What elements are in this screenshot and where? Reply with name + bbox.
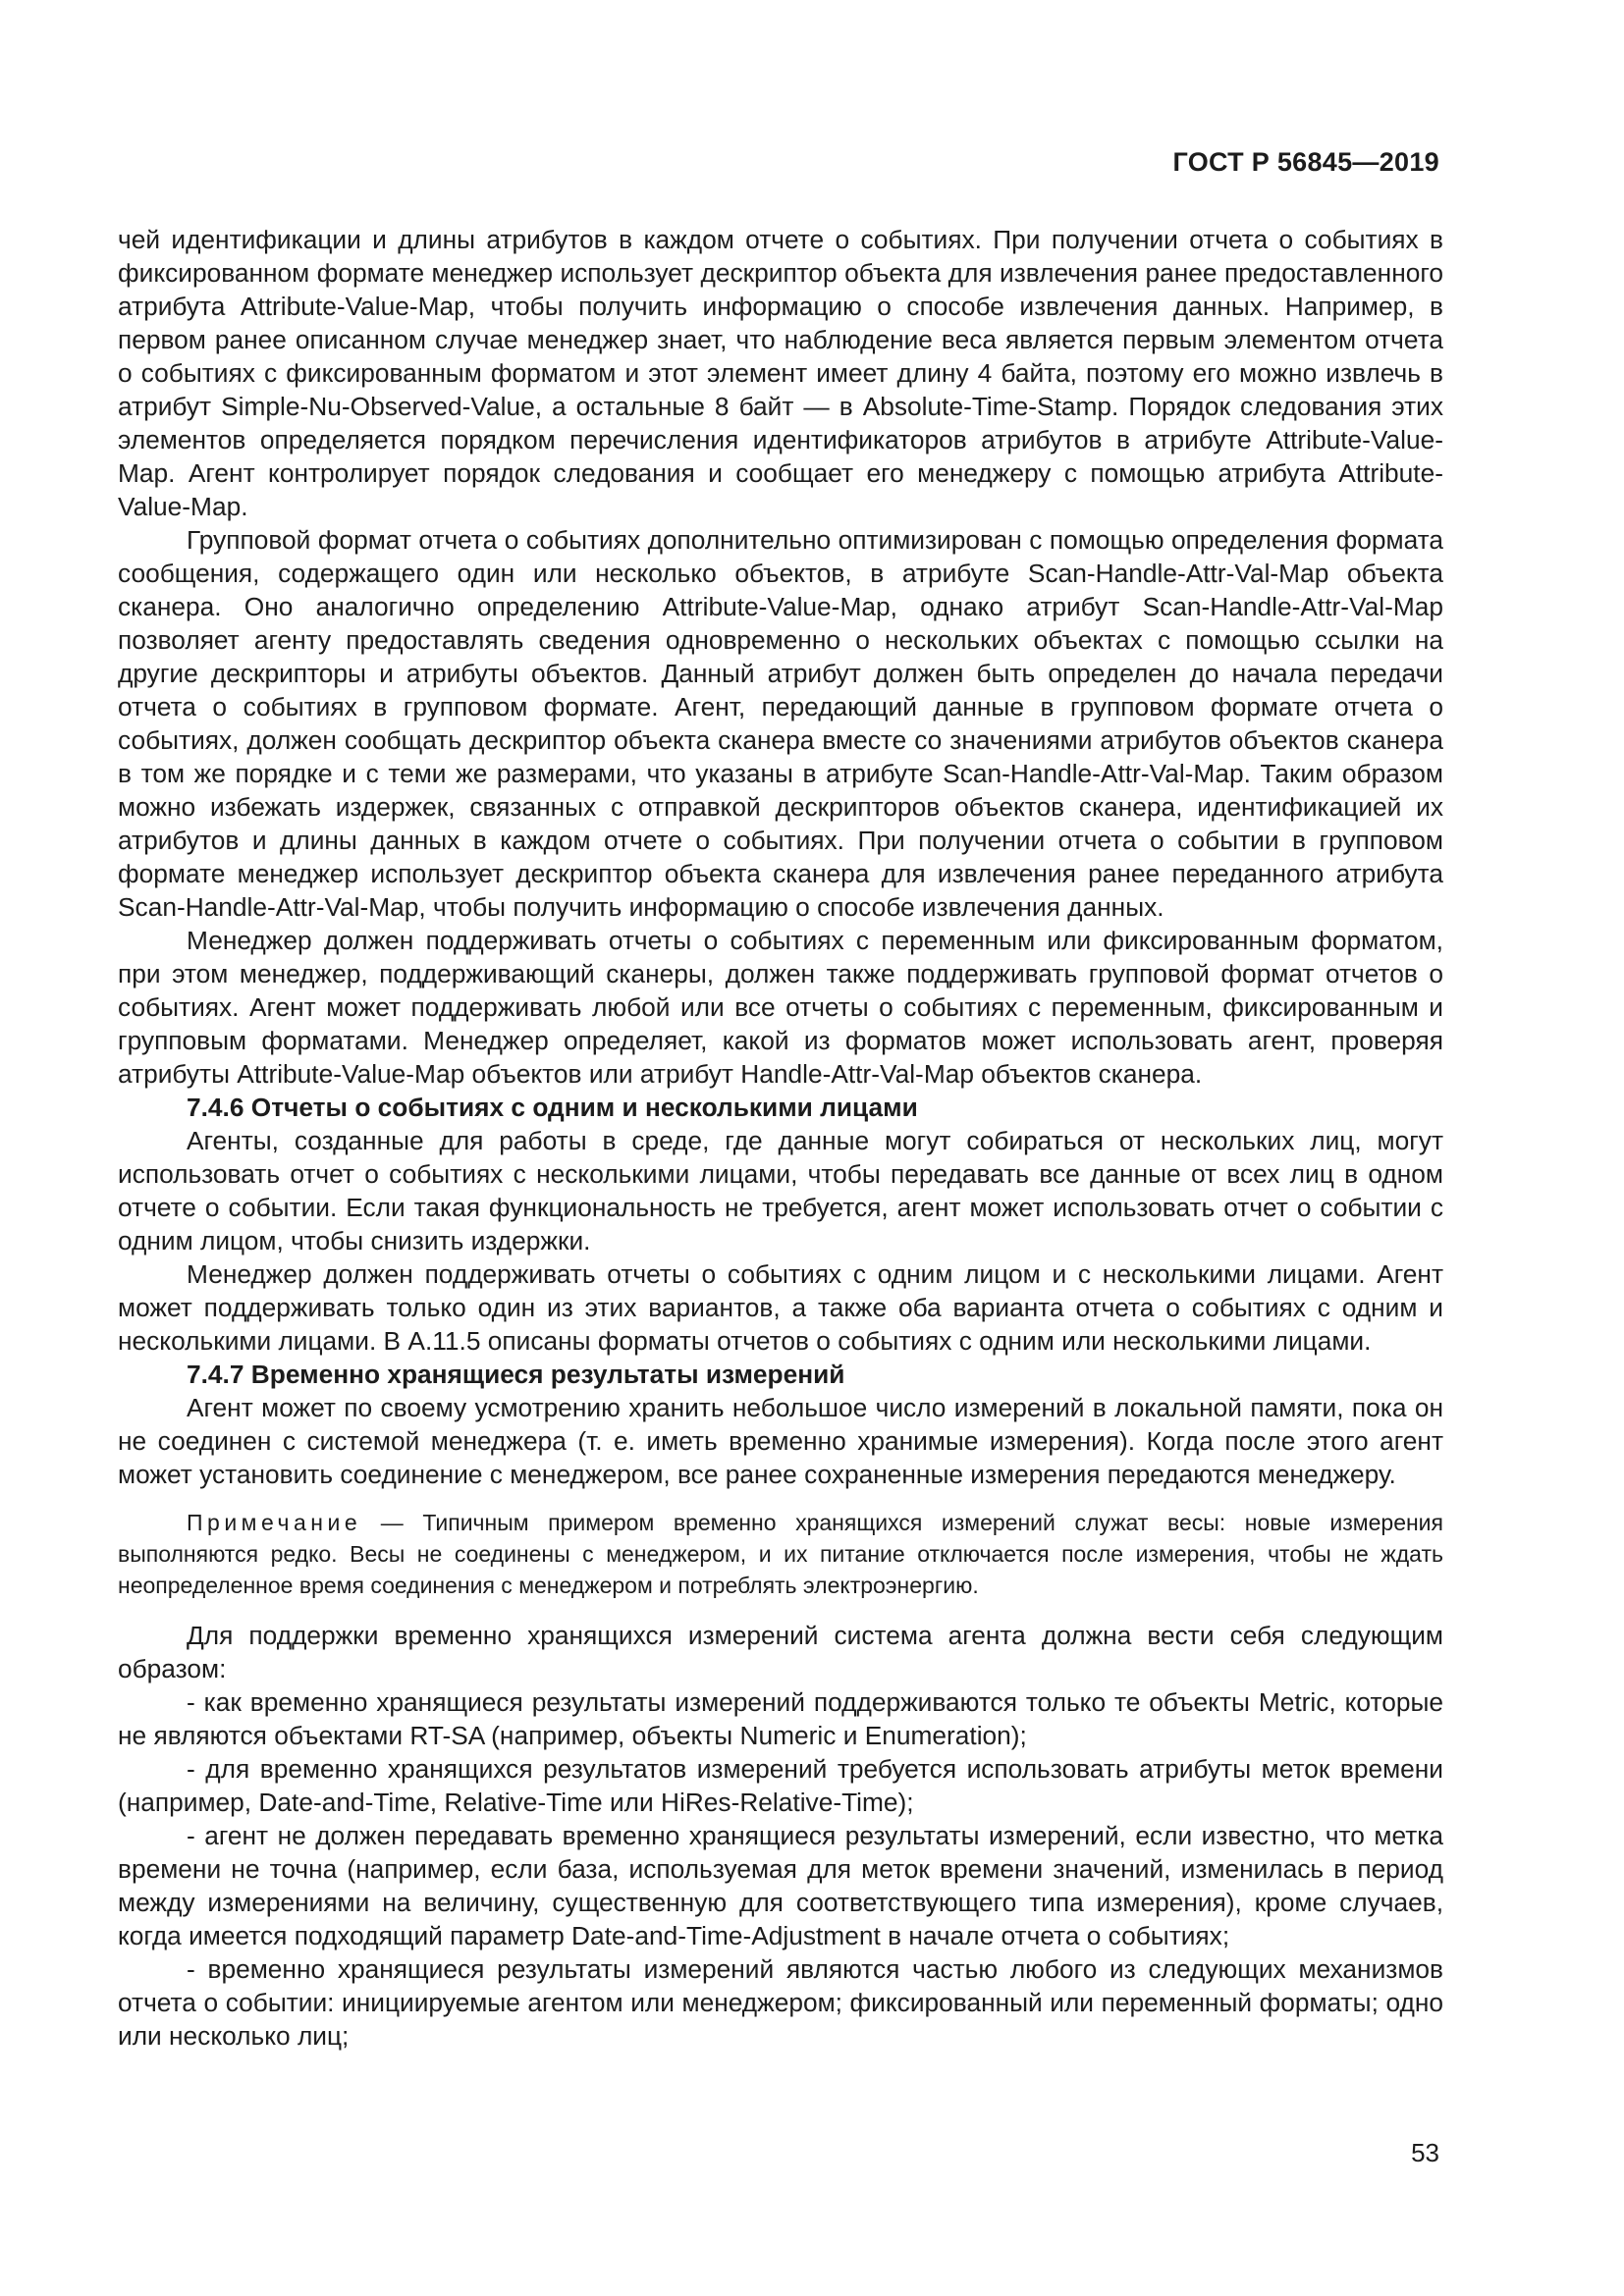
note-label: Примечание — [187, 1510, 362, 1535]
note-paragraph — [118, 1507, 1443, 1601]
section-heading-7-4-6: 7.4.6 Отчеты о событиях с одним и несколькими лицами — [187, 1093, 918, 1122]
paragraph: Для поддержки временно хранящихся измерений система агента должна вести себя следующим образом: — [118, 1621, 1443, 1683]
paragraph: Групповой формат отчета о событиях дополнительно оптимизирован с помощью определения формата сообщения, содержащего один или несколько объектов, в атрибуте Scan-Handle-Attr-Val-Map объекта сканера. Оно аналогично определению Attribute-Value-Map, однако атрибут Scan-Handle-Attr-Val-Map позволяет агенту предоставлять сведения одновременно о нескольких объектах с помощью ссылки на другие дескрипторы и атрибуты объектов. Данный атрибут должен быть определен до начала передачи отчета о событиях в групповом формате. Агент, передающий данные в групповом формате отчета о событиях, должен сообщать дескриптор объекта сканера вместе со значениями атрибутов объектов сканера в том же порядке и с теми же размерами, что указаны в атрибуте Scan-Handle-Attr-Val-Map. Таким образом можно избежать издержек, связанных с отправкой дескрипторов объектов сканера, идентификацией их атрибутов и длины данных в каждом отчете о событиях. При получении отчета о событии в групповом формате менеджер использует дескриптор объекта сканера для извлечения ранее переданного атрибута Scan-Handle-Attr-Val-Map, чтобы получить информацию о способе извлечения данных. — [118, 525, 1443, 922]
list-item: - временно хранящиеся результаты измерений являются частью любого из следующих механизмов отчета о событии: инициируемые агентом или менеджером; фиксированный или переменный форматы; одно или несколько лиц; — [118, 1954, 1443, 2051]
list-item: - для временно хранящихся результатов измерений требуется использовать атрибуты меток времени (например, Date-and-Time, Relative-Time или HiRes-Relative-Time); — [118, 1754, 1443, 1817]
list-item: - как временно хранящиеся результаты измерений поддерживаются только те объекты Metric, которые не являются объектами RT-SA (например, объекты Numeric и Enumeration); — [118, 1687, 1443, 1750]
page-number: 53 — [1411, 2138, 1439, 2167]
paragraph: Агент может по своему усмотрению хранить небольшое число измерений в локальной памяти, пока он не соединен с системой менеджера (т. е. иметь временно хранимые измерения). Когда после этого агент может установить соединение с менеджером, все ранее сохраненные измерения передаются менеджеру. — [118, 1393, 1443, 1489]
paragraph: Агенты, созданные для работы в среде, где данные могут собираться от нескольких лиц, могут использовать отчет о событиях с несколькими лицами, чтобы передавать все данные от всех лиц в одном отчете о событии. Если такая функциональность не требуется, агент может использовать отчет о событии с одним лицом, чтобы снизить издержки. — [118, 1126, 1443, 1255]
note-text: — Типичным примером временно хранящихся измерений служат весы: новые измерения выполняются редко. Весы не соединены с менеджером, и их питание отключается после измерения, чтобы не ждать неопределенное время соединения с менеджером и потреблять электроэнергию. — [118, 1510, 1443, 1598]
section-heading-7-4-7: 7.4.7 Временно хранящиеся результаты измерений — [187, 1360, 845, 1389]
note-block — [118, 1507, 1443, 1601]
paragraph: Менеджер должен поддерживать отчеты о событиях с переменным или фиксированным форматом, при этом менеджер, поддерживающий сканеры, должен также поддерживать групповой формат отчетов о событиях. Агент может поддерживать любой или все отчеты о событиях с переменным, фиксированным и групповым форматами. Менеджер определяет, какой из форматов может использовать агент, проверяя атрибуты Attribute-Value-Map объектов или атрибут Handle-Attr-Val-Map объектов сканера. — [118, 926, 1443, 1089]
paragraph: Менеджер должен поддерживать отчеты о событиях с одним лицом и с несколькими лицами. Агент может поддерживать только один из этих вариантов, а также оба варианта отчета о событиях с одним и несколькими лицами. В А.11.5 описаны форматы отчетов о событиях с одним или несколькими лицами. — [118, 1259, 1443, 1356]
requirements-list — [118, 1685, 1443, 2053]
document-header-id: ГОСТ Р 56845—2019 — [1172, 147, 1439, 177]
list-item: - агент не должен передавать временно хранящиеся результаты измерений, если известно, что метка времени не точна (например, если база, используемая для меток времени значений, изменилась в период между измерениями на величину, существенную для соответствующего типа измерения), кроме случаев, когда имеется подходящий параметр Date-and-Time-Adjustment в начале отчета о событиях; — [118, 1821, 1443, 1950]
paragraph: чей идентификации и длины атрибутов в каждом отчете о событиях. При получении отчета о событиях в фиксированном формате менеджер использует дескриптор объекта для извлечения ранее предоставленного атрибута Attribute-Value-Map, чтобы получить информацию о способе извлечения данных. Например, в первом ранее описанном случае менеджер знает, что наблюдение веса является первым элементом отчета о событиях с фиксированным форматом и этот элемент имеет длину 4 байта, поэтому его можно извлечь в атрибут Simple-Nu-Observed-Value, а остальные 8 байт — в Absolute-Time-Stamp. Порядок следования этих элементов определяется порядком перечисления идентификаторов атрибутов в атрибуте Attribute-Value-Map. Агент контролирует порядок следования и сообщает его менеджеру с помощью атрибута Attribute-Value-Map. — [118, 225, 1443, 521]
document-body — [118, 223, 1443, 2053]
